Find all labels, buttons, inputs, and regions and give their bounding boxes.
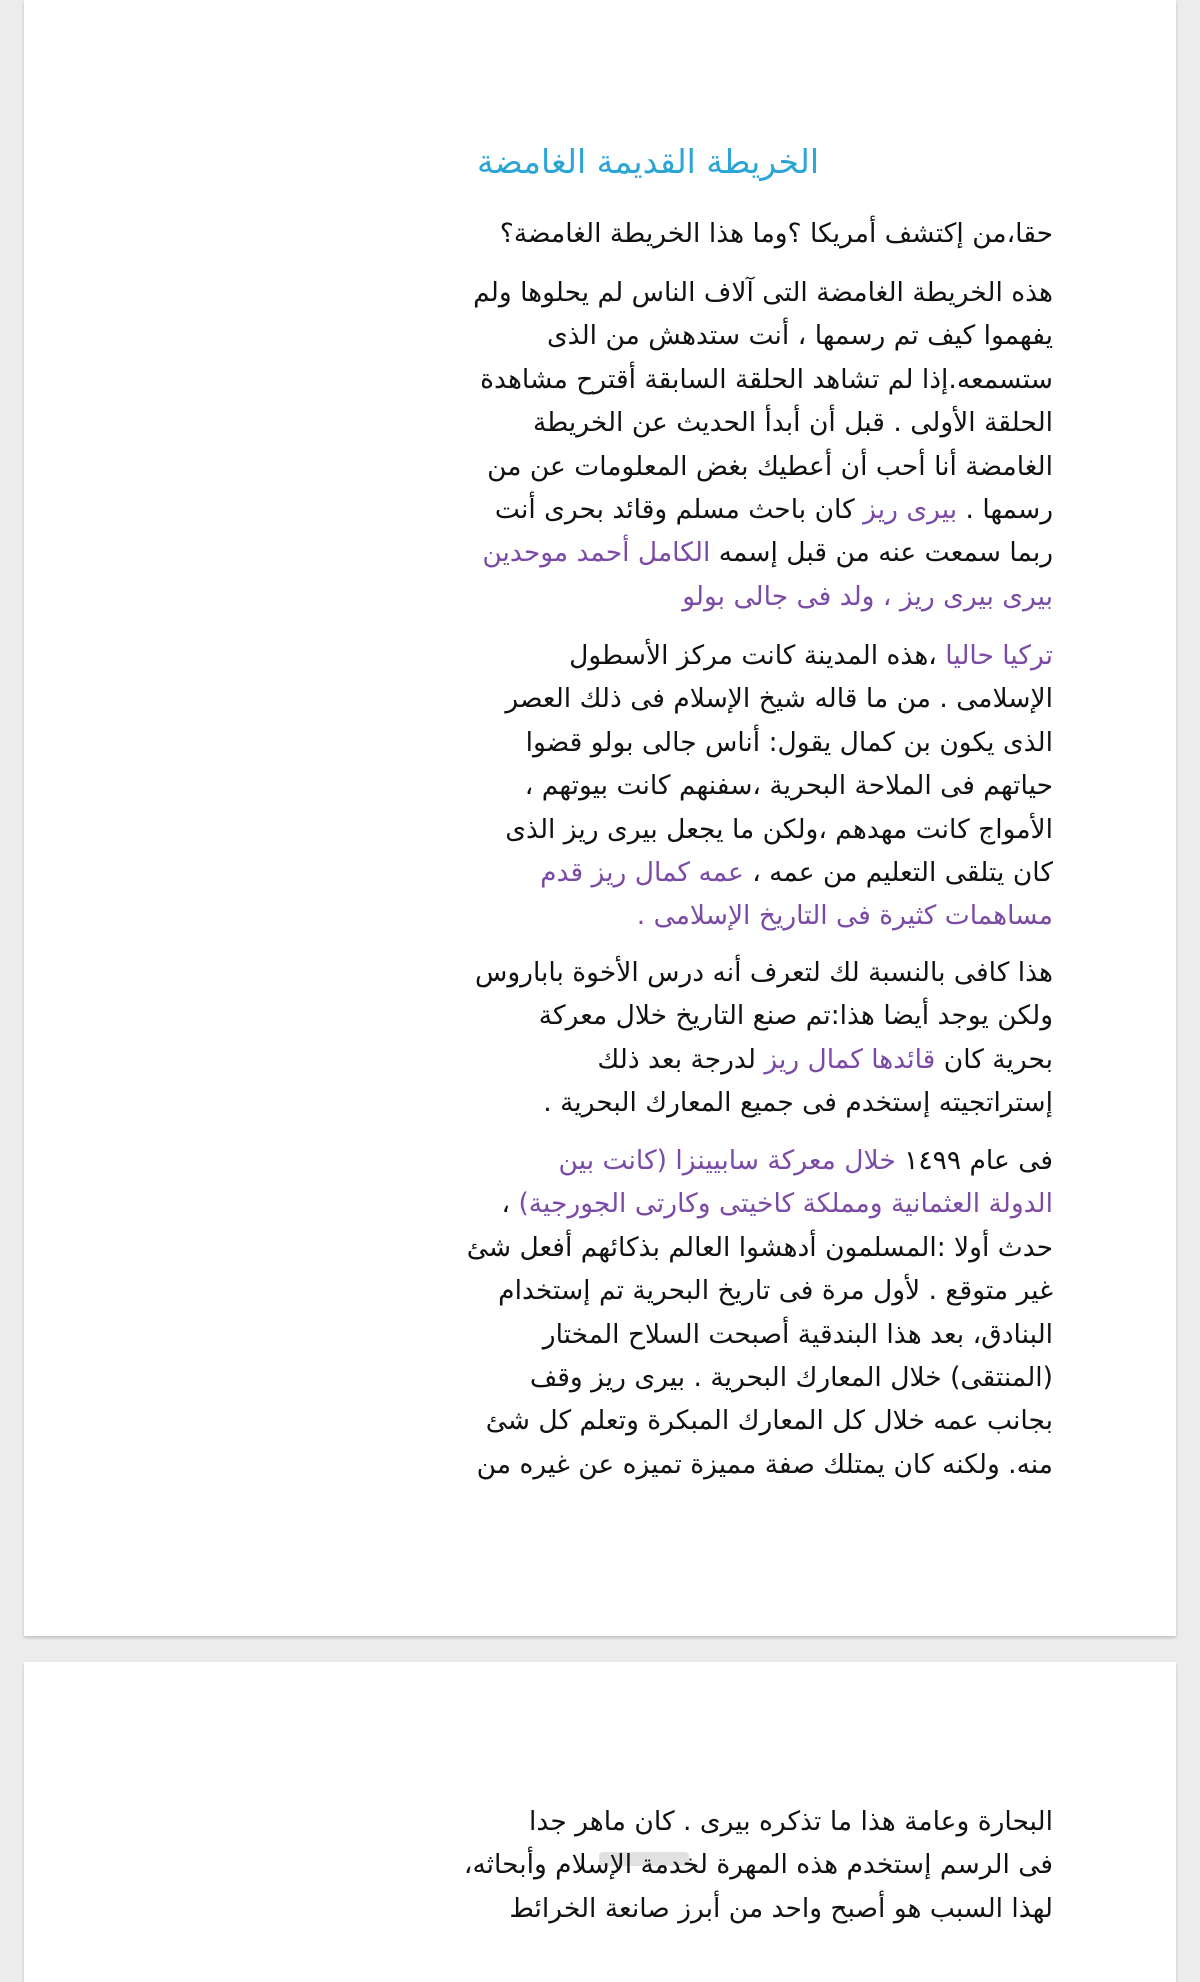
text-segment: بحرية كان xyxy=(935,1043,1053,1075)
paragraph-4 xyxy=(441,1139,1053,1486)
text-segment: ستسمعه.إذا لم تشاهد الحلقة السابقة أقترح مشاهدة xyxy=(480,363,1053,395)
text-segment: هذا كافى بالنسبة لك لتعرف أنه درس الأخوة باباروس xyxy=(475,957,1053,988)
text-line xyxy=(441,314,1053,357)
text-segment: الأمواج كانت مهدهم ،ولكن ما يجعل بيرى ريز الذى xyxy=(505,813,1053,845)
text-line xyxy=(441,575,1053,618)
text-line xyxy=(441,531,1053,574)
text-segment: كان يتلقى التعليم من عمه ، xyxy=(743,857,1053,889)
document-title: الخريطة القديمة الغامضة xyxy=(476,142,819,181)
text-segment: يفهموا كيف تم رسمها ، أنت ستدهش من الذى xyxy=(546,320,1053,352)
text-line xyxy=(441,1356,1053,1399)
highlighted-text: بيرى ريز xyxy=(863,494,958,526)
text-line xyxy=(441,1843,1053,1886)
text-line xyxy=(441,401,1053,444)
highlighted-text: مساهمات كثيرة فى التاريخ الإسلامى . xyxy=(636,900,1053,932)
text-line xyxy=(441,851,1053,894)
text-segment: حدث أولا :المسلمون أدهشوا العالم بذكائهم أفعل شئ xyxy=(466,1231,1053,1263)
paragraph-1 xyxy=(441,271,1053,618)
text-line xyxy=(441,358,1053,401)
text-segment: (المنتقى) خلال المعارك البحرية . بيرى ريز وقف xyxy=(529,1362,1053,1394)
paragraph-5 xyxy=(441,1800,1053,1930)
document-page-2 xyxy=(24,1662,1176,1982)
text-line xyxy=(441,764,1053,807)
text-line xyxy=(441,634,1053,677)
text-segment: لدرجة بعد ذلك xyxy=(597,1043,765,1075)
text-line xyxy=(441,808,1053,851)
text-segment: رسمها . xyxy=(957,494,1053,526)
text-line xyxy=(441,721,1053,764)
text-segment: بجانب عمه خلال كل المعارك المبكرة وتعلم كل شئ xyxy=(485,1405,1053,1437)
text-segment: لهذا السبب هو أصبح واحد من أبرز صانعة الخرائط xyxy=(509,1892,1053,1924)
document-page-1 xyxy=(24,0,1176,1636)
text-segment: البحارة وعامة هذا ما تذكره بيرى . كان ماهر جدا xyxy=(529,1806,1053,1837)
text-line xyxy=(441,1269,1053,1312)
text-segment: ، xyxy=(501,1188,519,1220)
paragraph-3 xyxy=(441,951,1053,1125)
text-segment: حياتهم فى الملاحة البحرية ،سفنهم كانت بيوتهم ، xyxy=(524,770,1053,802)
intro-question: حقا،من إكتشف أمريكا ؟وما هذا الخريطة الغامضة؟ xyxy=(499,218,1053,249)
highlighted-text: الدولة العثمانية ومملكة كاخيتى وكارتى الجورجية) xyxy=(518,1188,1053,1220)
text-segment: ولكن يوجد أيضا هذا:تم صنع التاريخ خلال معركة xyxy=(538,1000,1053,1032)
text-segment: فى الرسم إستخدم هذه المهرة لخدمة الإسلام وأبحاثه، xyxy=(463,1849,1053,1881)
text-line xyxy=(441,488,1053,531)
text-line xyxy=(441,1313,1053,1356)
text-line xyxy=(441,445,1053,488)
text-segment: هذه الخريطة الغامضة التى آلاف الناس لم يحلوها ولم xyxy=(473,277,1053,308)
text-line xyxy=(441,994,1053,1037)
text-line xyxy=(441,1226,1053,1269)
text-segment: غير متوقع . لأول مرة فى تاريخ البحرية تم إستخدام xyxy=(498,1275,1053,1307)
highlighted-text: عمه كمال ريز قدم xyxy=(540,857,744,889)
text-line xyxy=(441,271,1053,314)
text-line xyxy=(441,1399,1053,1442)
highlighted-text: تركيا حاليا xyxy=(945,640,1053,671)
text-segment: ربما سمعت عنه من قبل إسمه xyxy=(710,537,1053,569)
text-segment: فى عام ١٤٩٩ xyxy=(895,1145,1053,1176)
text-line xyxy=(441,1038,1053,1081)
highlighted-text: الكامل أحمد موحدين xyxy=(482,537,711,569)
text-segment: البنادق، بعد هذا البندقية أصبحت السلاح المختار xyxy=(542,1318,1053,1350)
highlighted-text: خلال معركة سابيينزا (كانت بين xyxy=(558,1145,896,1176)
text-line xyxy=(441,1800,1053,1843)
text-line xyxy=(441,1081,1053,1124)
text-segment: ،هذه المدينة كانت مركز الأسطول xyxy=(569,640,946,671)
paragraph-2 xyxy=(441,634,1053,938)
text-line xyxy=(441,1182,1053,1225)
text-line xyxy=(441,677,1053,720)
text-segment: إستراتجيته إستخدم فى جميع المعارك البحرية . xyxy=(543,1087,1053,1119)
text-segment: الذى يكون بن كمال يقول: أناس جالى بولو قضوا xyxy=(525,726,1053,758)
text-segment: الحلقة الأولى . قبل أن أبدأ الحديث عن الخريطة xyxy=(532,407,1053,439)
highlighted-text: بيرى بيرى ريز ، ولد فى جالى بولو xyxy=(682,580,1053,612)
text-segment: الإسلامى . من ما قاله شيخ الإسلام فى ذلك العصر xyxy=(505,683,1053,715)
text-segment: الغامضة أنا أحب أن أعطيك بغض المعلومات عن من xyxy=(487,450,1053,482)
text-segment: كان باحث مسلم وقائد بحرى أنت xyxy=(494,494,864,526)
text-segment: منه. ولكنه كان يمتلك صفة مميزة تميزه عن غيره من xyxy=(476,1448,1053,1480)
text-line xyxy=(441,1887,1053,1930)
text-line xyxy=(441,894,1053,937)
text-line xyxy=(441,1139,1053,1182)
text-line xyxy=(441,1443,1053,1486)
text-line xyxy=(441,951,1053,994)
highlighted-text: قائدها كمال ريز xyxy=(764,1043,936,1075)
